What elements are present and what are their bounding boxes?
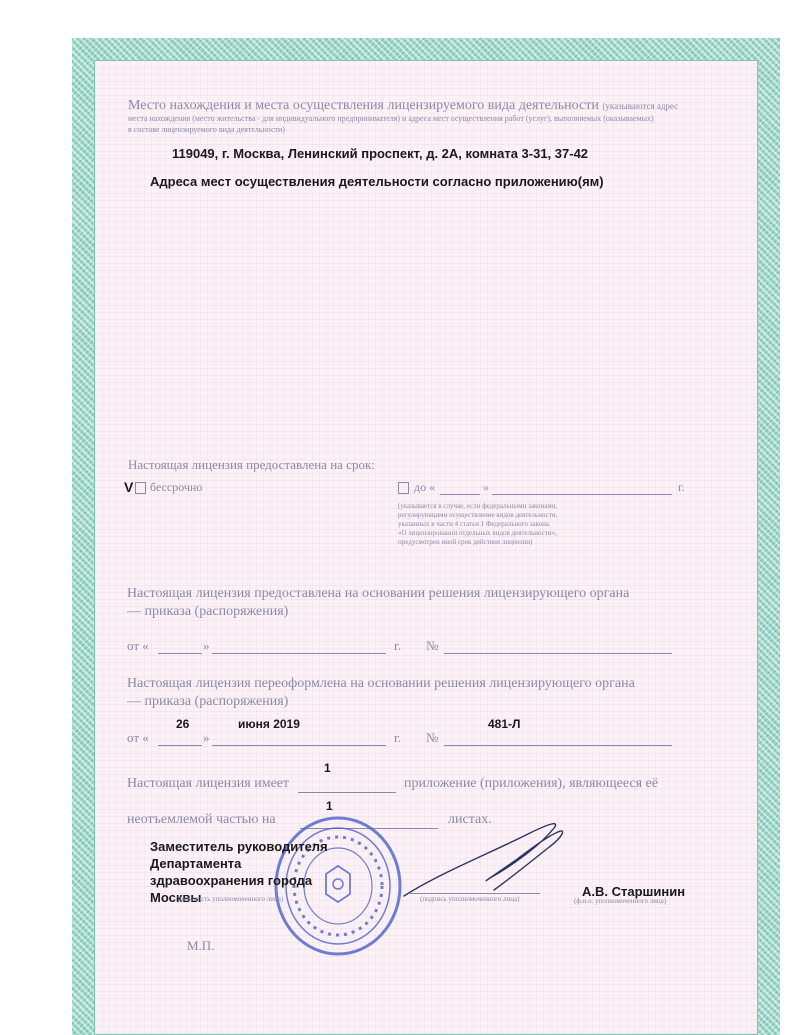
basis-from-prefix: от «	[127, 638, 149, 653]
appendix-line-2-b: листах.	[448, 812, 492, 827]
term-note-1: (указывается в случае, если федеральными законами,	[398, 502, 558, 510]
reissue-line-2: — приказа (распоряжения)	[127, 694, 289, 709]
until-date-line	[492, 494, 672, 495]
reissue-number-sign: №	[426, 730, 439, 745]
reissue-month-year: июня 2019	[238, 717, 300, 731]
reissue-day: 26	[176, 717, 190, 731]
basis-day-line	[158, 653, 202, 654]
until-day-line	[440, 494, 480, 495]
basis-line-1: Настоящая лицензия предоставлена на основании решения лицензирующего органа	[127, 586, 630, 601]
reissue-year-suffix: г.	[394, 730, 402, 745]
address: 119049, г. Москва, Ленинский проспект, д. 2А, комната 3-31, 37-42	[172, 146, 589, 161]
term-note-2: регулирующими осуществление видов деятельности,	[398, 511, 558, 519]
basis-date-line	[212, 653, 386, 654]
term-note-3: указанных в части 4 статьи 1 Федерального закона	[398, 520, 550, 528]
term-note	[398, 502, 557, 547]
appendix-line-2-a: неотъемлемой частью на	[127, 812, 276, 827]
header-title: Место нахождения и места осуществления лицензируемого вида деятельности	[128, 98, 599, 113]
signer-position-line-1: Заместитель руководителя	[150, 839, 328, 854]
caption-position: (должность уполномоченного лица)	[176, 895, 284, 903]
appendix-count-line	[298, 792, 396, 793]
signer-name: А.В. Старшинин	[582, 884, 686, 899]
indefinite-label: бессрочно	[150, 480, 203, 494]
header-note-3: в составе лицензируемого вида деятельности)	[128, 125, 285, 134]
until-mid: »	[483, 480, 489, 494]
header-title-row	[128, 98, 728, 114]
header-note-1: (указываются адрес	[602, 101, 679, 111]
reissue-number-line	[444, 745, 672, 746]
indefinite-checkbox	[135, 482, 146, 494]
addresses-note: Адреса мест осуществления деятельности согласно приложению(ям)	[150, 174, 604, 189]
signer-position-line-4: Москвы	[150, 890, 202, 905]
reissue-line-1: Настоящая лицензия переоформлена на основании решения лицензирующего органа	[127, 676, 635, 691]
reissue-from-mid: »	[203, 730, 210, 745]
signer-position-line-2: Департамента	[150, 856, 242, 871]
term-note-5: предусмотрен иной срок действия лицензии)	[398, 538, 533, 546]
reissue-number: 481-Л	[488, 717, 521, 731]
appendix-sheets: 1	[326, 799, 333, 813]
signer-position-line-3: здравоохранения города	[150, 873, 313, 888]
basis-year-suffix: г.	[394, 638, 402, 653]
appendix-line-1-b: приложение (приложения), являющееся её	[404, 776, 658, 791]
signature-line	[410, 893, 540, 894]
term-label: Настоящая лицензия предоставлена на срок:	[128, 457, 375, 472]
term-note-4: «О лицензировании отдельных видов деятельности»,	[398, 529, 557, 537]
basis-number-line	[444, 653, 672, 654]
appendix-count: 1	[324, 761, 331, 775]
basis-number-sign: №	[426, 638, 439, 653]
basis-line-2: — приказа (распоряжения)	[127, 604, 289, 619]
header-note-2: места нахождения (место жительства - для индивидуального предпринимателя) и адреса мест осуществления работ (услуг), выполняемых (оказываемых)	[128, 114, 654, 123]
check-mark: V	[124, 479, 134, 495]
appendix-line-1-a: Настоящая лицензия имеет	[127, 776, 290, 791]
until-prefix: до «	[414, 480, 436, 494]
reissue-day-line	[158, 745, 202, 746]
caption-signature: (подпись уполномоченного лица)	[420, 895, 520, 903]
reissue-from-prefix: от «	[127, 730, 149, 745]
until-checkbox	[398, 482, 409, 494]
basis-from-mid: »	[203, 638, 210, 653]
stamp-place: М.П.	[187, 938, 215, 953]
until-year-suffix: г.	[678, 480, 685, 494]
reissue-date-line	[212, 745, 386, 746]
caption-name: (ф.и.о. уполномоченного лица)	[574, 897, 667, 905]
